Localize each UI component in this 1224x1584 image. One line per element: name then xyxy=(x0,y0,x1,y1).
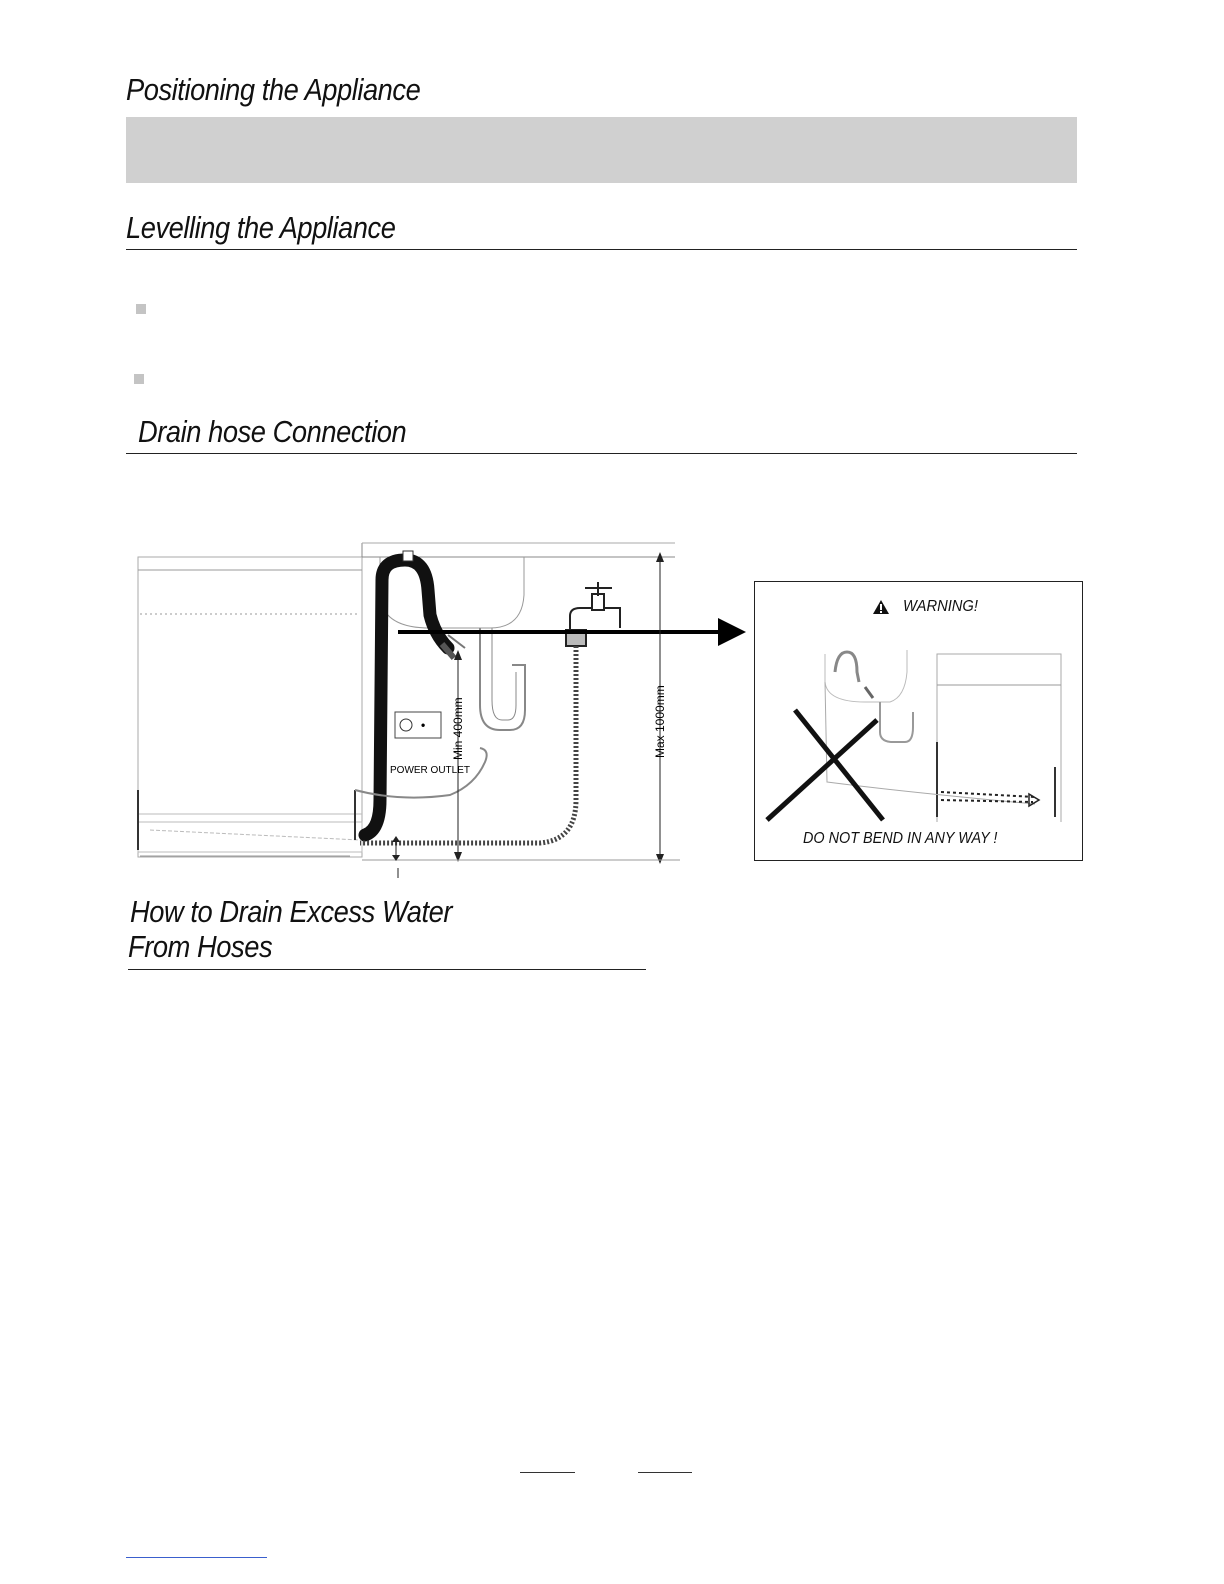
drain-excess-rule xyxy=(128,969,646,970)
footer-rule-left xyxy=(520,1472,575,1473)
drain-hose-diagram xyxy=(130,540,750,880)
tap-illustration xyxy=(566,582,620,646)
warning-title: WARNING! xyxy=(903,598,978,615)
heading-levelling: Levelling the Appliance xyxy=(126,210,396,245)
heading-positioning: Positioning the Appliance xyxy=(126,72,421,107)
inlet-hose xyxy=(360,646,576,843)
heading-drain-hose: Drain hose Connection xyxy=(138,414,407,449)
svg-text:•: • xyxy=(421,718,426,732)
warning-triangle-icon xyxy=(873,600,889,614)
levelling-rule xyxy=(126,249,1077,250)
heading-drain-excess-2: From Hoses xyxy=(128,929,273,964)
bullet-square-icon xyxy=(136,304,146,314)
bullet-square-icon xyxy=(134,374,144,384)
do-not-bend-diagram xyxy=(755,642,1082,822)
dishwasher-illustration xyxy=(138,557,362,857)
warning-box xyxy=(754,581,1083,861)
sink-illustration xyxy=(380,557,524,628)
drain-trap xyxy=(480,628,525,730)
max-1000mm-label: Max 1000mm xyxy=(653,685,667,758)
power-outlet-icon xyxy=(395,712,441,738)
footer-link-underline[interactable] xyxy=(126,1557,267,1558)
drain-hose-rule xyxy=(126,453,1077,454)
power-outlet-label: POWER OUTLET xyxy=(390,765,471,776)
gray-banner xyxy=(126,117,1077,183)
arrow-right-icon xyxy=(718,618,746,646)
do-not-bend-caption: DO NOT BEND IN ANY WAY ! xyxy=(803,830,998,847)
heading-drain-excess-1: How to Drain Excess Water xyxy=(130,894,453,929)
footer-rule-right xyxy=(638,1472,692,1473)
min-400mm-label: Min 400mm xyxy=(451,697,465,760)
